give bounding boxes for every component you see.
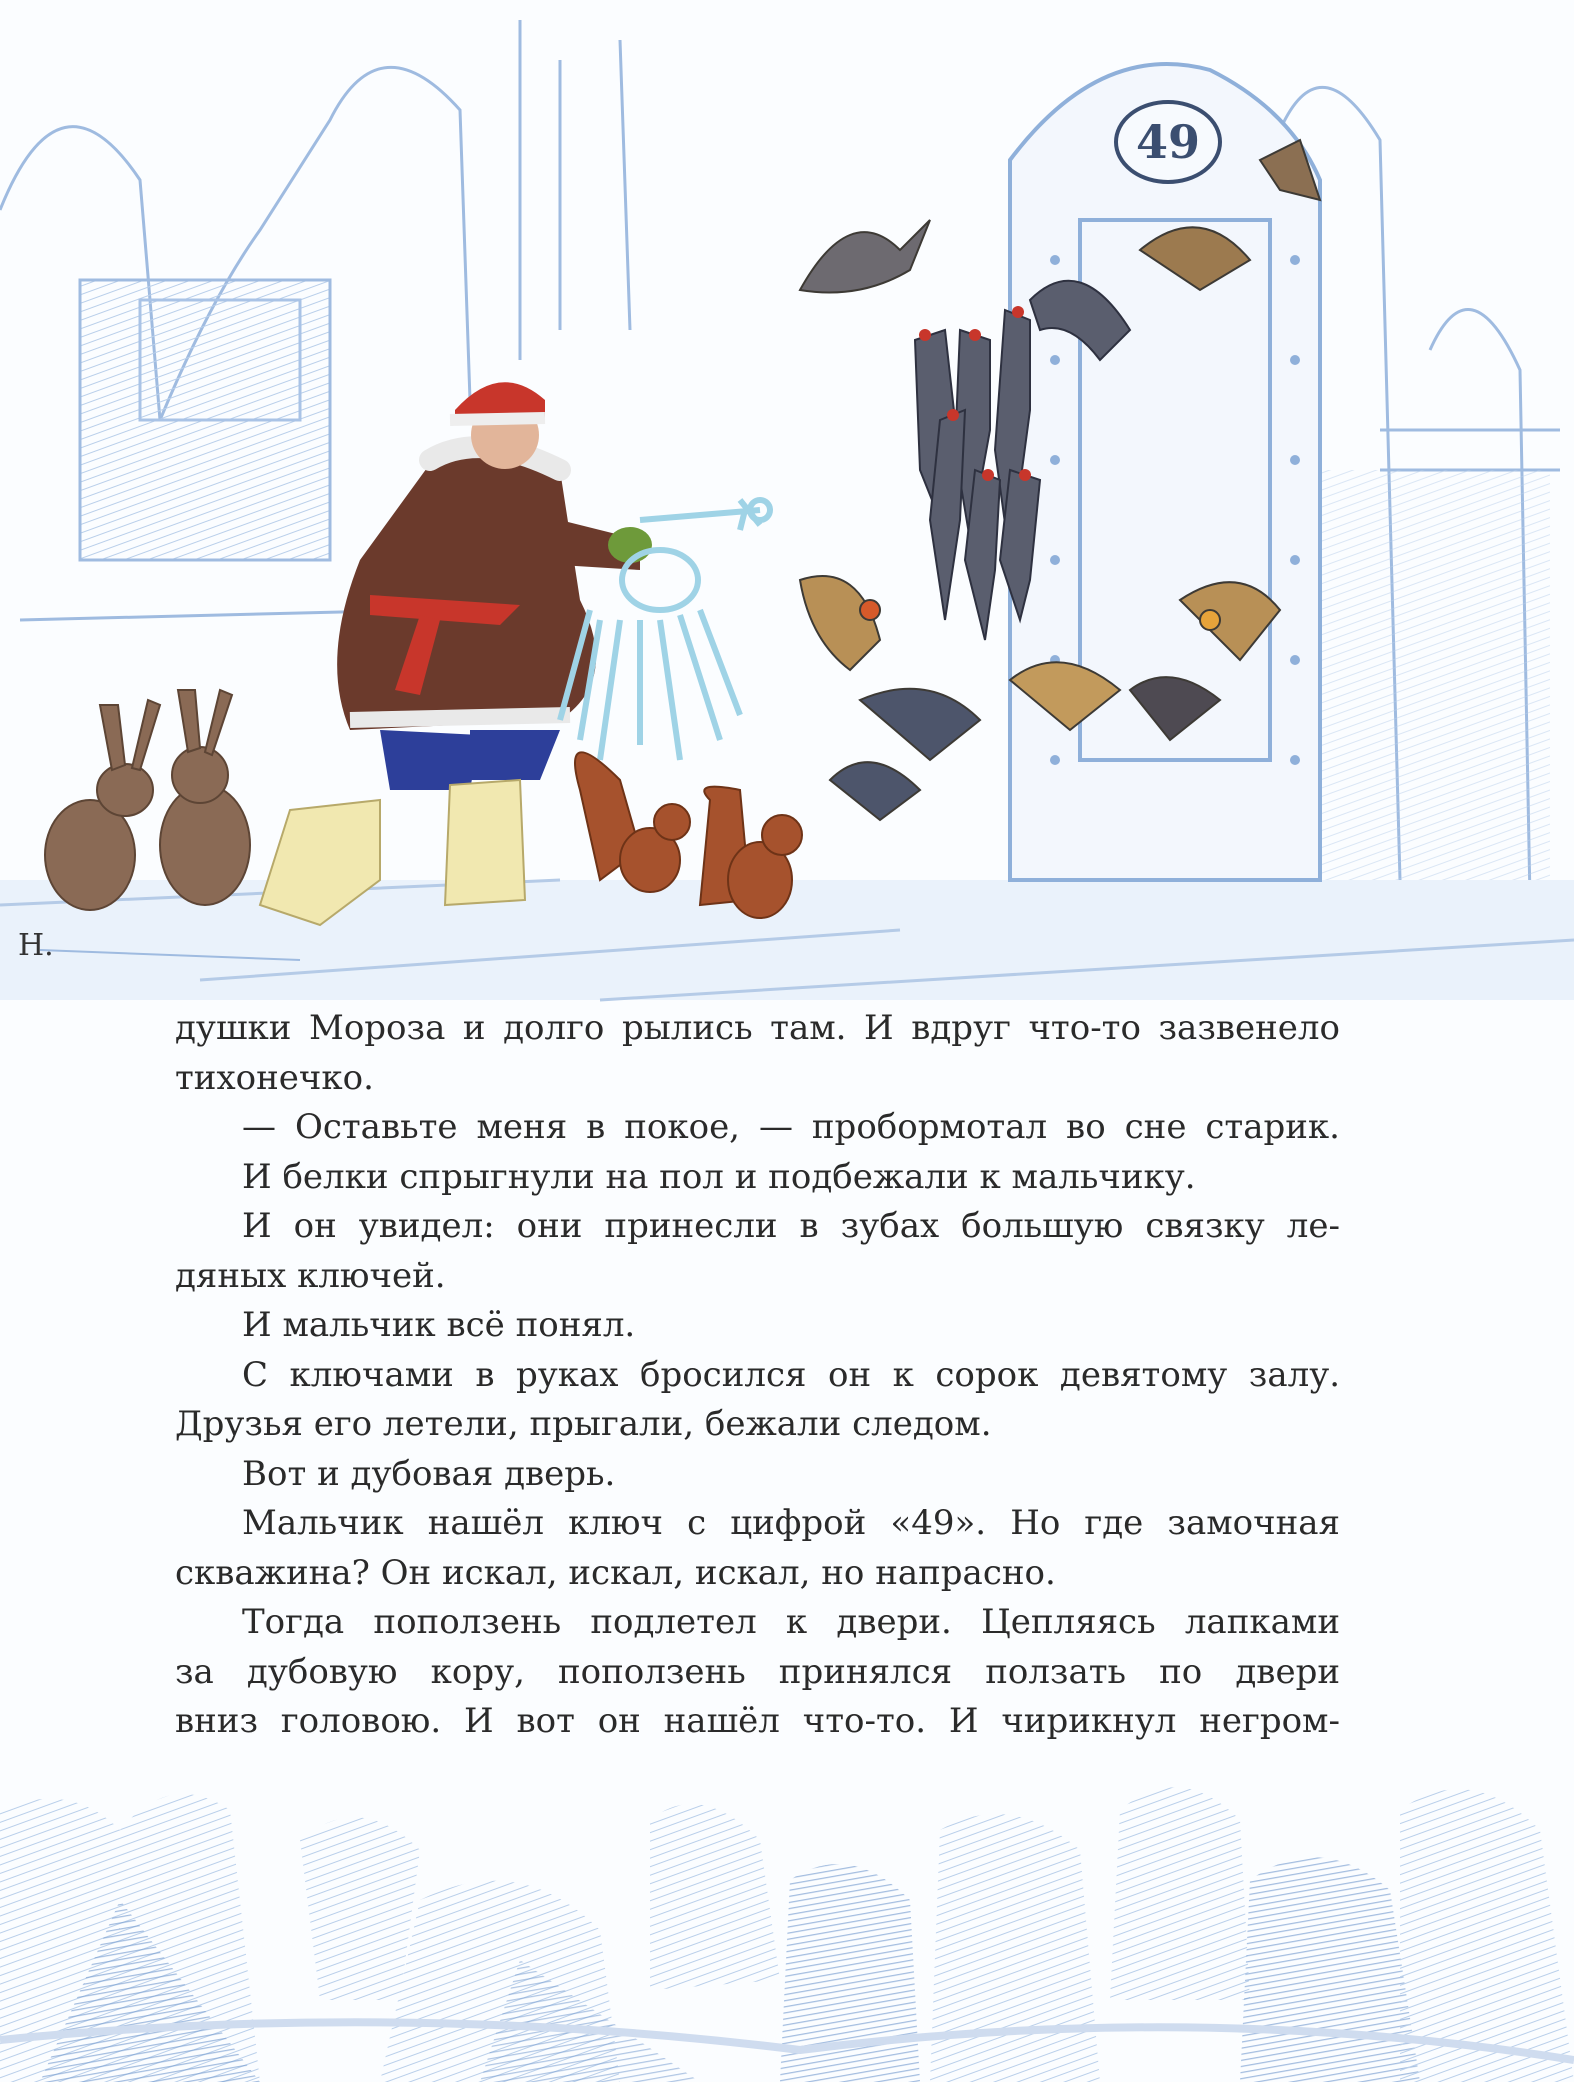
story-line: Мальчик нашёл ключ с цифрой «49». Но где замочная (242, 1503, 1340, 1543)
story-line: С ключами в руках бросился он к сорок девятому залу. (242, 1354, 1340, 1395)
story-line: душки Мороза и долго рылись там. И вдруг что-то зазвенело (175, 1008, 1340, 1048)
story-line: Друзья его летели, прыгали, бежали следом. (175, 1404, 992, 1444)
story-line: И он увидел: они принесли в зубах большую связку ле- (242, 1206, 1340, 1246)
story-line: тихонечко. (175, 1057, 374, 1098)
story-line: И белки спрыгнули на пол и подбежали к мальчику. (242, 1156, 1196, 1197)
story-line: за дубовую кору, поползень принялся ползать по двери (175, 1651, 1340, 1692)
story-line: И мальчик всё понял. (242, 1305, 636, 1345)
palace-door (1010, 64, 1320, 880)
story-line: Вот и дубовая дверь. (242, 1453, 616, 1494)
story-line: дяных ключей. (175, 1255, 446, 1296)
bottom-ice-landscape (0, 1787, 1574, 2082)
hare-icon (45, 690, 250, 910)
story-line: — Оставьте меня в покое, — пробормотал во сне старик. (242, 1107, 1340, 1147)
story-text (175, 1004, 1340, 1747)
artist-signature: Н. (18, 928, 54, 963)
story-line: скважина? Он искал, искал, искал, но напрасно. (175, 1552, 1056, 1593)
story-line: вниз головою. И вот он нашёл что-то. И чирикнул негром- (175, 1701, 1340, 1741)
door-number: 49 (1135, 115, 1201, 169)
story-line: Тогда поползень подлетел к двери. Цепляясь лапками (242, 1602, 1340, 1642)
